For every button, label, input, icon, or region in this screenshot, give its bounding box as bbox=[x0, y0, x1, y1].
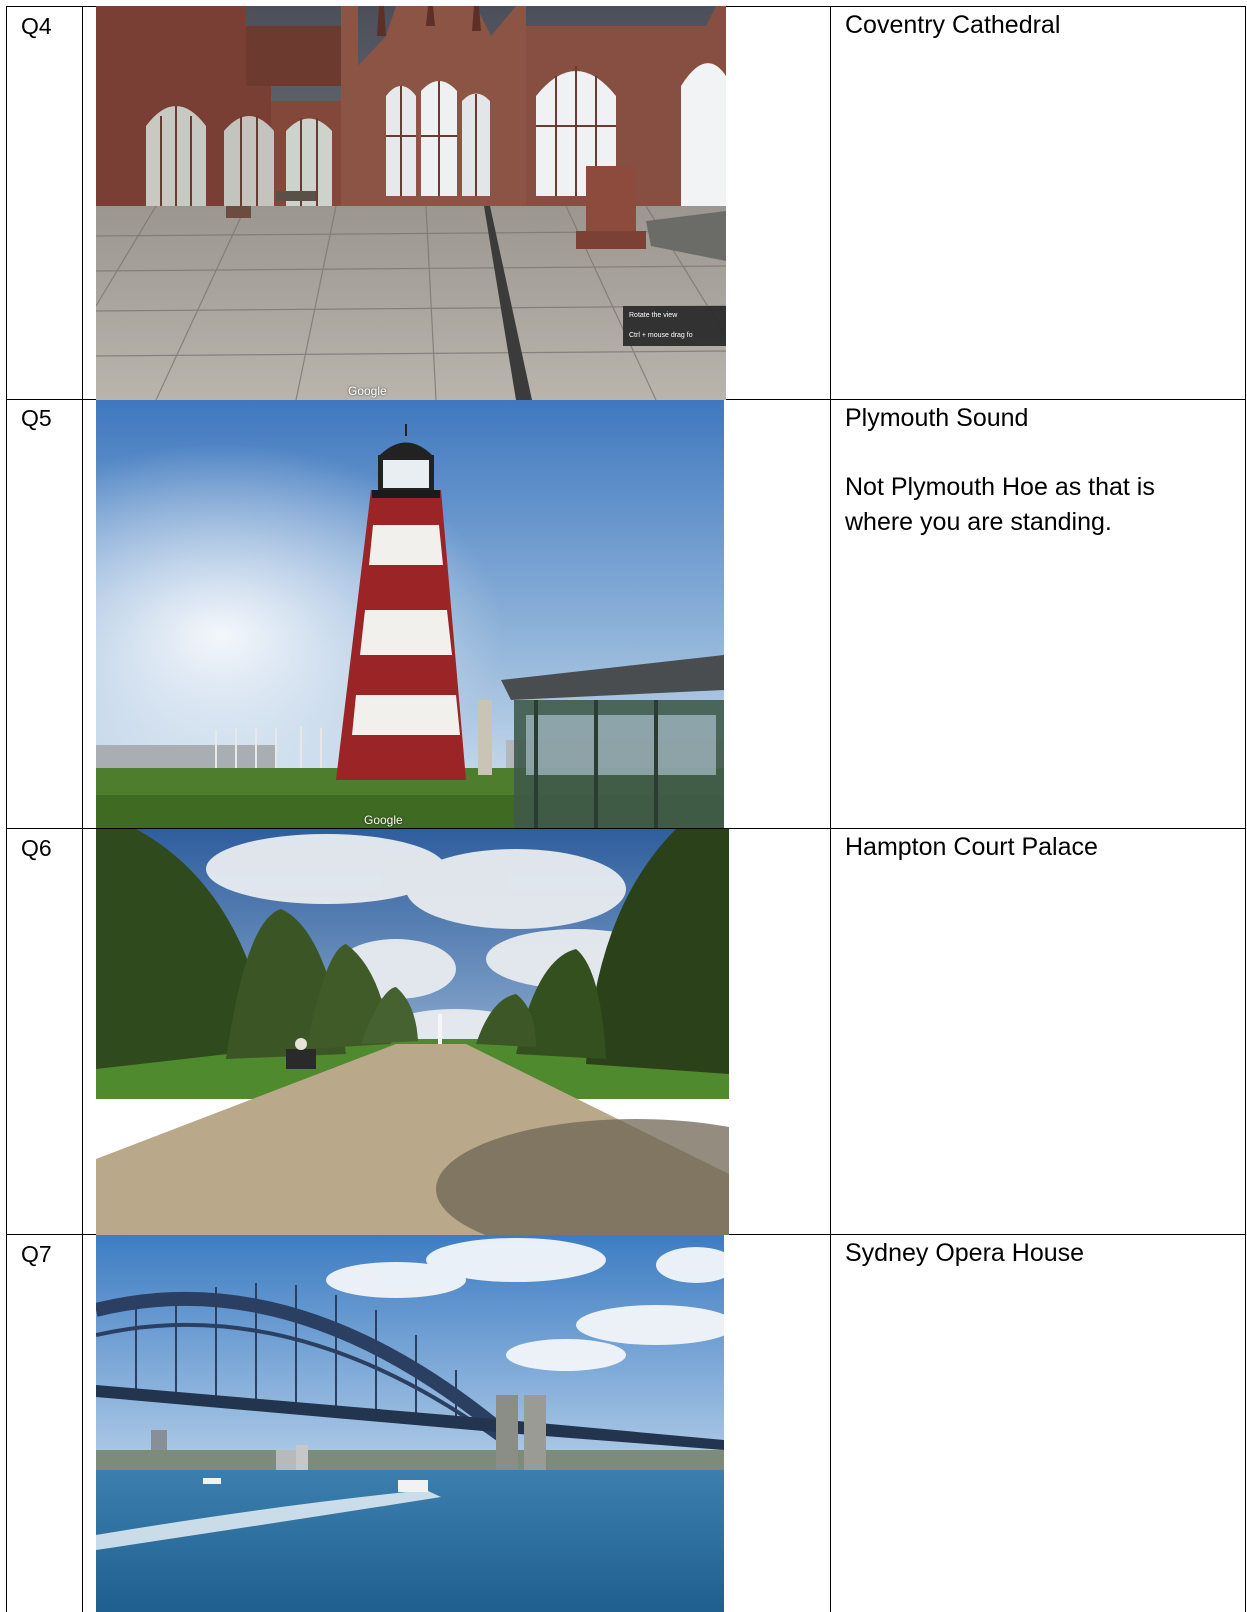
answer-cell bbox=[845, 1236, 1225, 1271]
rotate-view-tooltip bbox=[623, 306, 726, 346]
table-border-right bbox=[1245, 6, 1246, 1612]
table-border-col2 bbox=[830, 6, 831, 1612]
answer-text: Hampton Court Palace bbox=[845, 833, 1098, 861]
table-border-left bbox=[6, 6, 7, 1612]
answer-note: Not Plymouth Hoe as that is where you are standing. bbox=[845, 473, 1155, 536]
lighthouse-illustration bbox=[96, 400, 724, 828]
tooltip-line-ctrl: Ctrl + mouse drag fo bbox=[629, 332, 693, 339]
harbour-bridge-illustration bbox=[96, 1235, 724, 1612]
answer-text: Plymouth Sound bbox=[845, 404, 1029, 432]
tooltip-line-rotate: Rotate the view bbox=[629, 312, 678, 319]
answer-cell bbox=[845, 8, 1225, 43]
answer-text: Coventry Cathedral bbox=[845, 11, 1061, 39]
google-watermark: Google bbox=[364, 813, 403, 827]
answer-text: Sydney Opera House bbox=[845, 1239, 1085, 1267]
table-border-col1 bbox=[82, 6, 83, 1612]
question-label: Q5 bbox=[21, 405, 52, 431]
question-label: Q6 bbox=[21, 835, 52, 861]
yew-avenue-illustration bbox=[96, 829, 729, 1235]
answer-cell bbox=[845, 401, 1225, 540]
question-label: Q7 bbox=[21, 1241, 52, 1267]
sydney-harbour-photo[interactable] bbox=[96, 1235, 724, 1612]
answer-cell bbox=[845, 830, 1225, 865]
coventry-cathedral-photo[interactable] bbox=[96, 6, 726, 400]
google-watermark: Google bbox=[348, 384, 387, 398]
plymouth-lighthouse-photo[interactable] bbox=[96, 400, 724, 828]
hampton-court-photo[interactable] bbox=[96, 829, 729, 1235]
question-label: Q4 bbox=[21, 13, 52, 39]
